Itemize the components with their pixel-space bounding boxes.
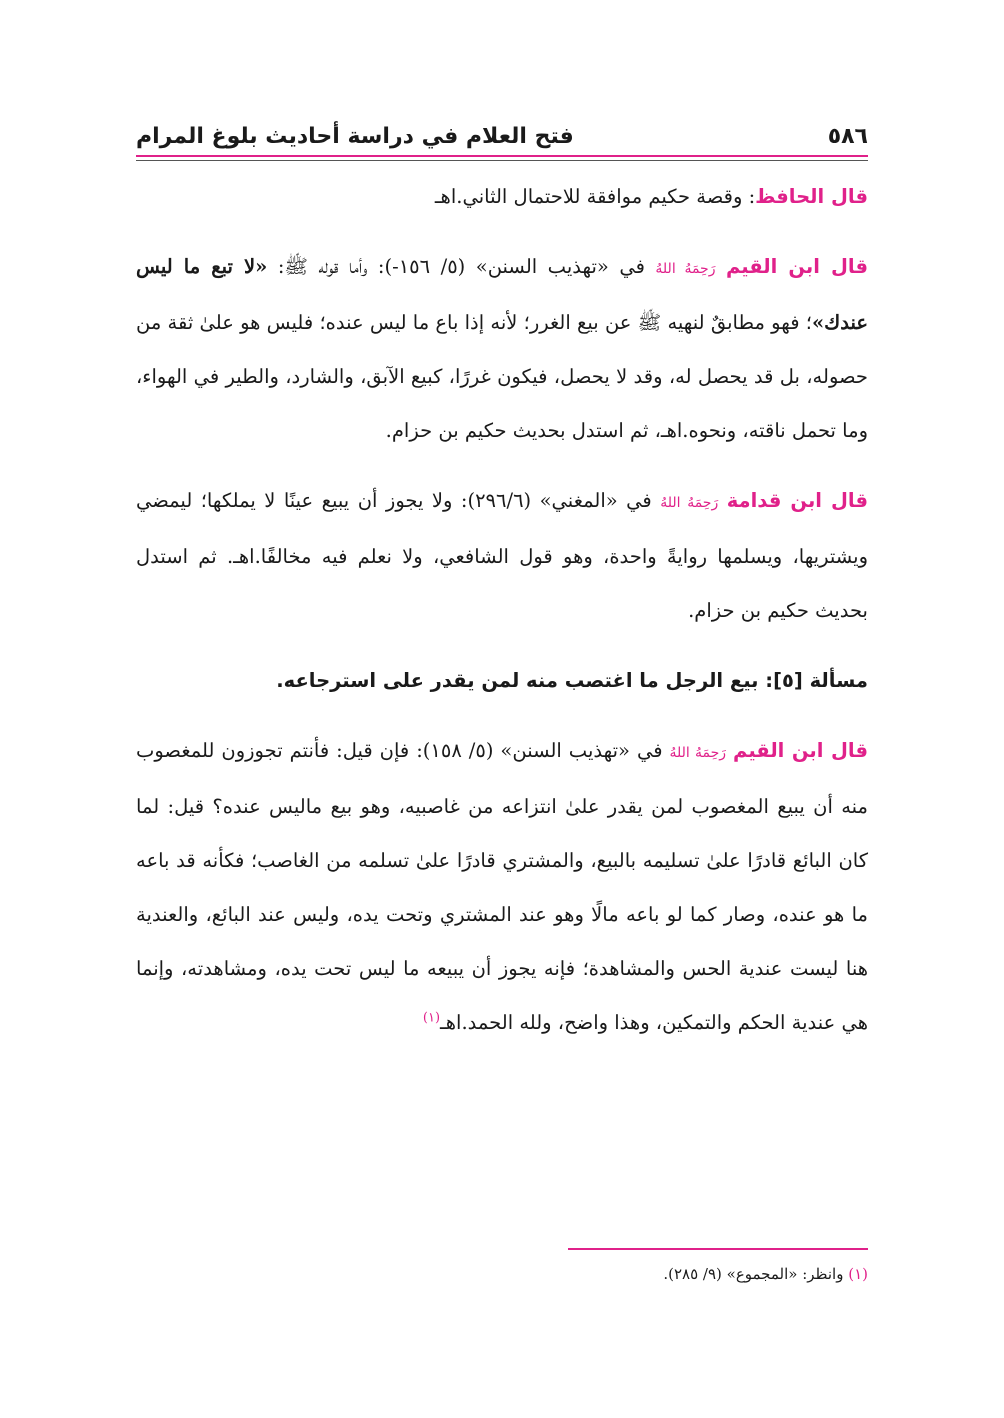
running-header (136, 118, 868, 154)
header-rule (136, 155, 868, 157)
paragraph-ibn-qayyim-1 (136, 240, 868, 458)
paragraph-text: في «المغني» (٢٩٦/٦): ولا يجوز أن يبيع عينًا لا يملكها؛ ليمضي ويشتريها، ويسلمها روايةً واحدة، وهو قول الشافعي، ولا نعلم فيه مخالفًا.اهـ. ثم استدل بحديث حكيم بن حزام. (136, 489, 868, 622)
issue-label: مسألة [٥]: (765, 669, 868, 692)
speaker-label: قال ابن القيم (733, 739, 869, 762)
footnote (136, 1262, 868, 1286)
speaker-label: قال الحافظ (755, 185, 868, 208)
honorific: رَحِمَهُ اللهُ (660, 495, 719, 511)
paragraph-ibn-qudama (136, 474, 868, 638)
honorific: رَحِمَهُ اللهُ (655, 261, 716, 277)
speaker-label: قال ابن قدامة (726, 489, 869, 512)
page-body (136, 170, 868, 1066)
paragraph-ibn-qayyim-2 (136, 724, 868, 1050)
footnote-text: وانظر: «المجموع» (٩/ ٢٨٥). (663, 1265, 849, 1283)
footnote-number: (١) (848, 1265, 868, 1283)
hadith-quote: «لا تبع ما ليس عندك» (136, 255, 868, 334)
paragraph-text: ؛ فهو مطابقٌ لنهيه ﷺ عن بيع الغرر؛ لأنه إذا باع ما ليس عنده؛ فليس هو علىٰ ثقة من حصوله، بل قد يحصل له، وقد لا يحصل، فيكون غررًا، كبيع الآبق، والشارد، والطير في الهواء، وما تحمل ناقته، ونحوه.اهـ، ثم استدل بحديث حكيم بن حزام. (136, 311, 868, 442)
paragraph-text: في «تهذيب السنن» (٥/ ١٥٨): فإن قيل: فأنتم تجوزون للمغصوب منه أن يبيع المغصوب لمن يقدر علىٰ انتزاعه من غاصبيه، وهو بيع ماليس عنده؟ قيل: لما كان البائع قادرًا علىٰ تسليمه بالبيع، والمشتري قادرًا علىٰ تسلمه من الغاصب؛ فكأنه قد باعه ما هو عنده، وصار كما لو باعه مالًا وهو عند المشتري وتحت يده، وليس عند البائع، والعندية هنا ليست عندية الحس والمشاهدة؛ فإنه يجوز أن يبيعه ما ليس تحت يده، ومشاهدته، وإنما هي عندية الحكم والتمكين، وهذا واضح، ولله الحمد.اهـ (136, 739, 868, 1034)
footnote-reference[interactable]: (١) (422, 1010, 441, 1026)
book-title: فتح العلام في دراسة أحاديث بلوغ المرام (136, 123, 574, 149)
page-number: ٥٨٦ (827, 123, 868, 149)
paragraph-text: في «تهذيب السنن» (٥/ ١٥٦-): وأما قوله ﷺ: (267, 255, 656, 278)
header-rule-thin (136, 160, 868, 161)
footnote-rule (568, 1248, 868, 1250)
issue-title: بيع الرجل ما اغتصب منه لمن يقدر على استرجاعه. (276, 669, 766, 692)
paragraph-text: : وقصة حكيم موافقة للاحتمال الثاني.اهـ (434, 185, 756, 208)
honorific: رَحِمَهُ اللهُ (669, 745, 727, 761)
paragraph-hafiz (136, 170, 868, 224)
issue-heading (136, 654, 868, 708)
speaker-label: قال ابن القيم (725, 255, 868, 278)
